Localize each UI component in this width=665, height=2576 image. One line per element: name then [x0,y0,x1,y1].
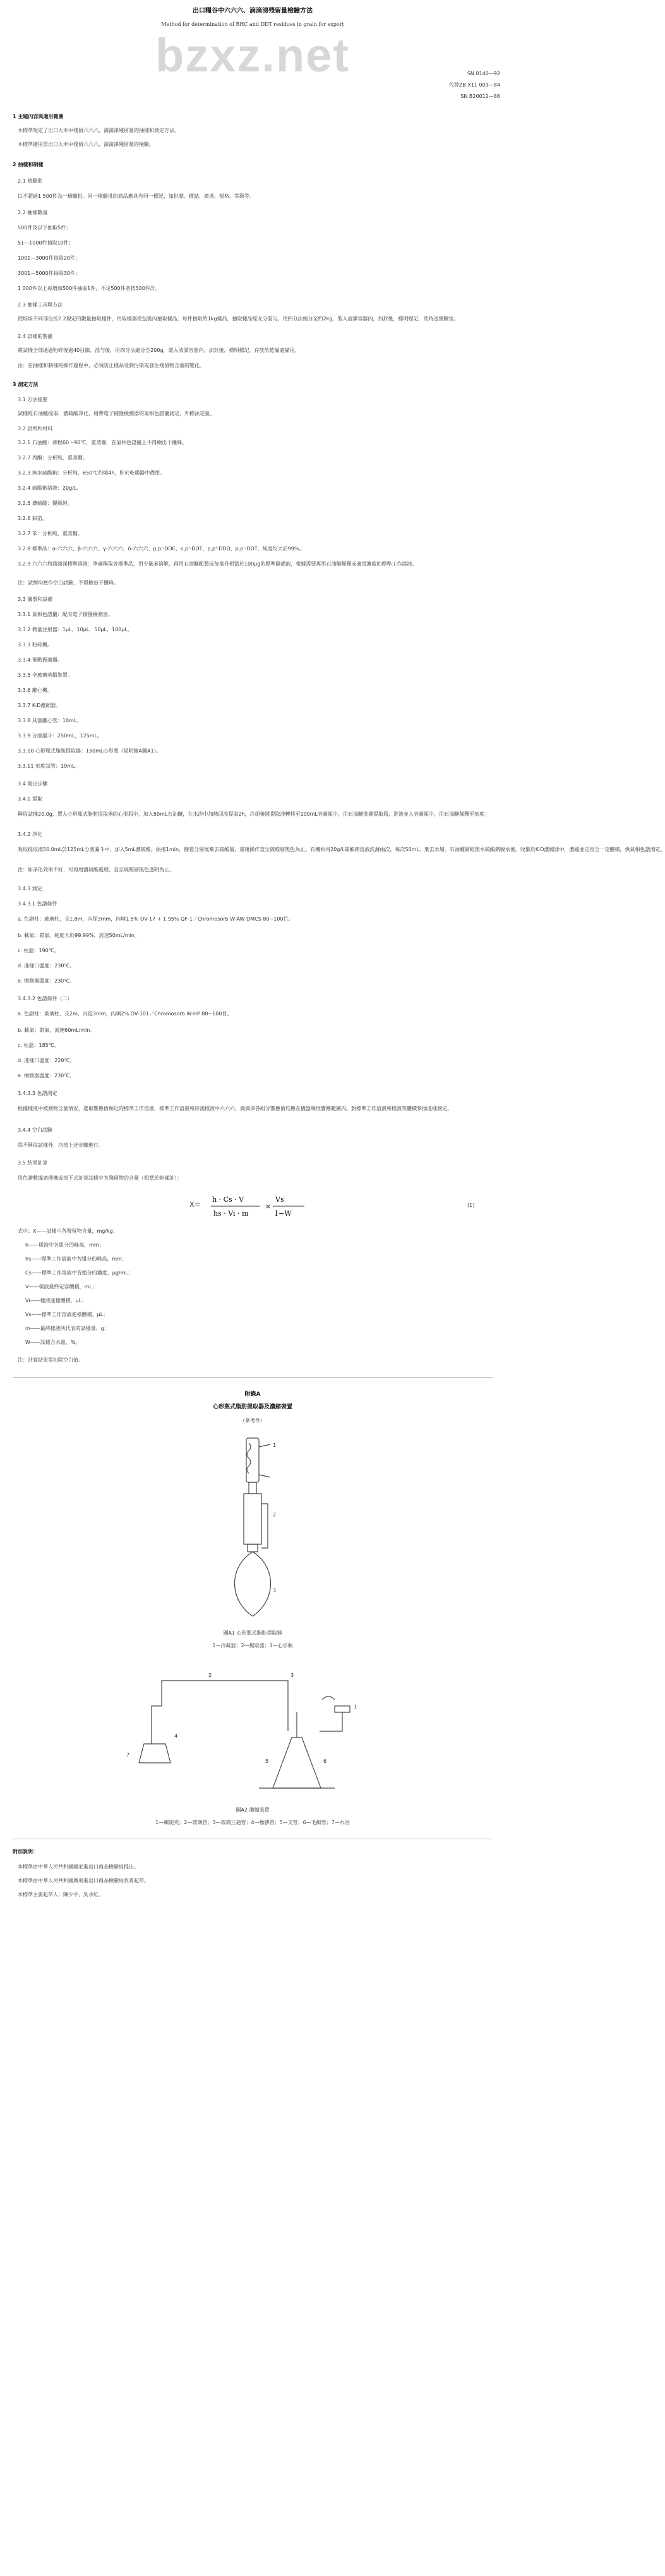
s3-4-3-2-b: b. 載氣：氮氣，流速60mL/min。 [18,1027,95,1033]
additional-title: 附加說明： [13,1849,38,1854]
variable-item: Cs——標準工作溶液中各組分的濃度，μg/mL； [25,1270,133,1276]
s3-2-3: 3.2.3 無水硫酸鈉：分析純，650℃灼燒4h，貯於乾燥器中備用。 [18,470,165,476]
s3-4-3-2-d: d. 進樣口溫度：220℃。 [18,1058,75,1063]
variable-item: hs——標準工作溶液中各組分的峰高，mm； [25,1256,127,1262]
soxhlet-extractor-figure [215,1434,291,1624]
s3-reagent-note: 注：試劑均應作空白試驗，不得檢出干擾峰。 [18,580,119,586]
variable-item: 式中：X——試樣中各殘留物含量，mg/kg； [18,1228,118,1234]
s3-3-6: 3.3.6 離心機。 [18,687,52,693]
variable-item: Vs——標準工作溶液進樣體積，μL； [25,1312,109,1317]
appendix-subtitle: 心形瓶式脂肪提取器及濃縮裝置 [212,1404,292,1410]
section-1-title: 1 主題內容與適用範圍 [13,114,64,119]
svg-text:7: 7 [126,1752,130,1758]
s3-4-1-heading: 3.4.1 提取 [18,796,42,802]
variable-item: V——樣液最終定容體積，mL； [25,1284,97,1290]
doc-code-1: SN 0140—92 [467,71,500,76]
s2-2-heading: 2.2 抽樣數量 [18,210,48,215]
s3-5-note: 注：計算結果需扣除空白值。 [18,1357,83,1363]
s3-1-heading: 3.1 方法提要 [18,397,48,402]
s3-4-heading: 3.4 測定步驟 [18,781,48,787]
appendix-tag: （參考件） [240,1418,265,1424]
svg-text:6: 6 [323,1758,327,1764]
variable-item: Vi——樣液進樣體積，μL； [25,1298,87,1303]
doc-title-cn: 出口糧谷中六六六、滴滴涕殘留量檢驗方法 [193,8,313,15]
s3-5-heading: 3.5 結果計算 [18,1160,48,1166]
s3-3-5: 3.3.5 全玻璃蒸餾裝置。 [18,672,73,678]
svg-text:h · Cs · V: h · Cs · V [212,1195,244,1204]
s3-4-3-1-c: c. 柱溫：190℃。 [18,948,59,953]
s3-3-7: 3.3.7 K-D濃縮器。 [18,703,61,708]
svg-text:1: 1 [354,1704,357,1710]
figure-a2-caption: 圖A2 濃縮裝置 [236,1807,270,1813]
concentration-apparatus-figure [114,1662,392,1801]
s3-2-heading: 3.2 試劑和材料 [18,426,53,432]
s3-3-10: 3.3.10 心形瓶式脂肪提取器：150mL心形瓶（見附錄A圖A1）。 [18,748,162,754]
s3-2-1: 3.2.1 石油醚：沸程60～90℃，重蒸餾，在氣相色譜儀上不得檢出干擾峰。 [18,440,188,445]
section-2-title: 2 抽樣和制樣 [13,162,44,167]
svg-text:3: 3 [291,1672,294,1678]
doc-code-2: 代替ZB X11 003—84 [448,82,500,88]
s3-3-11: 3.3.11 刻度試管：10mL。 [18,763,80,769]
additional-paragraph-3: 本標準主要起草人：陳少平、吳永紅。 [18,1892,104,1897]
s3-2-8: 3.2.8 標準品：α-六六六、β-六六六、γ-六六六、δ-六六六、p,p'-DDE、o,p'-DDT、p,p'-DDD、p,p'-DDT，純度均大於99%。 [18,546,304,552]
s2-3-paragraph: 從堆垛不同部位按2.2規定的數量抽取樣件，用取樣器從包裝內抽取樣品，每件抽取約1kg樣品，抽取樣品經充分混勻，用四分法縮分至約2kg，裝入清潔容器內，加封後，標明標記，及時送實驗室。 [18,316,459,322]
s2-note: 注：在抽樣和制樣的操作過程中，必須防止樣品受到污染或發生殘留物含量的變化。 [18,363,205,368]
s3-4-3-heading: 3.4.3 測定 [18,886,42,892]
s3-4-2-paragraph-2: 注：如凈化效果不好，可再用濃硫酸處理，直至硫酸層無色透明為止。 [18,867,174,873]
doc-title-en: Method for determination of BHC and DDT residues in grain for export [161,21,344,27]
figure-a1-note: 1—冷凝器；2—提取器；3—心形瓶 [212,1643,293,1648]
watermark-text: bzxz.net [155,29,350,82]
s3-4-3-1-a: a. 色譜柱：玻璃柱，長1.8m，內徑3mm，內填1.5% OV-17 + 1.95% QF-1／Chromosorb W-AW DMCS 80~100目。 [18,916,294,922]
s3-2-5: 3.2.5 濃硫酸：優級純。 [18,500,73,506]
s3-4-3-2-a: a. 色譜柱：玻璃柱，長2m，內徑3mm，內填2% OV-101／Chromosorb W-HP 80~100目。 [18,1011,232,1017]
formula-number: (1) [467,1202,475,1208]
sampling-row: 51—1000件抽取10件； [18,240,74,246]
s3-4-3-1-d: d. 進樣口溫度：230℃。 [18,963,75,969]
s3-4-3-1-b: b. 載氣：氮氣，純度大於99.99%，流速50mL/min。 [18,933,140,938]
svg-text:3: 3 [273,1588,277,1593]
s1-paragraph-2: 本標準適用於出口大米中殘留六六六、滴滴涕殘留量的檢驗。 [18,142,154,147]
figure-a2-note: 1—螺旋夾；2—玻璃管；3—玻璃三通管；4—橡膠管；5—支管；6—毛細管；7—水浴 [155,1820,350,1825]
svg-text:2: 2 [208,1672,212,1678]
sampling-row: 500件及以下抽取5件； [18,225,71,231]
svg-text:2: 2 [273,1512,277,1518]
svg-text:5: 5 [265,1758,269,1764]
s3-4-3-3-paragraph: 根據樣液中被測物含量情況，選取響應值相近的標準工作溶液，標準工作溶液和待測樣液中六六六、滴滴涕各組分響應值均應在儀器線性響應範圍內。對標準工作溶液和樣液等體積參插進樣測定。 [18,1106,452,1111]
s3-5-paragraph: 用色譜數據處理機或按下式計算試樣中各殘留物的含量（相當於乾樣計）： [18,1175,182,1181]
svg-text:1: 1 [273,1442,277,1448]
s3-3-heading: 3.3 儀器和設備 [18,596,53,602]
appendix-title: 附錄A [244,1391,261,1398]
formula-left: X＝ [189,1200,201,1209]
doc-code-3: SN B20012—86 [460,94,500,99]
s3-2-4: 3.2.4 硫酸鈉溶液：20g/L。 [18,485,82,491]
sampling-row: 1001—3000件抽取20件； [18,255,80,261]
s2-1-paragraph: 以不超過1 500件為一檢驗批。同一檢驗批的商品應具有同一標記，如批號、標誌、產地、規格、等級等。 [18,193,255,199]
section-3-title: 3 測定方法 [13,382,39,387]
s3-3-1: 3.3.1 氣相色譜儀：配有電子捕獲檢測器。 [18,612,113,617]
s3-4-3-3-heading: 3.4.3.3 色譜測定 [18,1091,57,1096]
s3-4-3-2-e: e. 檢測器溫度：230℃。 [18,1073,75,1079]
s3-4-3-1-e: e. 檢測器溫度：230℃。 [18,978,75,984]
svg-text:Vs: Vs [275,1195,284,1204]
s3-2-7: 3.2.7 苯：分析純，重蒸餾。 [18,531,83,536]
additional-paragraph-1: 本標準由中華人民共和國國家進出口商品檢驗局提出。 [18,1864,139,1870]
svg-text:×: × [265,1202,272,1211]
s3-3-3: 3.3.3 粉碎機。 [18,642,52,648]
s1-paragraph-1: 本標準規定了出口大米中殘留六六六、滴滴涕殘留量的抽樣和測定方法。 [18,128,179,133]
svg-text:1−W: 1−W [274,1209,292,1218]
s3-3-9: 3.3.9 分液漏斗：250mL，125mL。 [18,733,102,739]
additional-paragraph-2: 本標準由中華人民共和國廣東進出口商品檢驗局負責起草。 [18,1878,149,1884]
sampling-row: 3001—5000件抽取30件； [18,270,80,276]
s3-4-2-heading: 3.4.2 凈化 [18,831,42,837]
s2-3-heading: 2.3 抽樣工具與方法 [18,302,63,308]
figure-a1-caption: 圖A1 心形瓶式脂肪提取器 [223,1630,282,1636]
s3-4-1-paragraph: 稱取試樣20.0g，置入心形瓶式脂肪提取器的心形瓶中，加入50mL石油醚，在水浴中加熱回流提取2h，冷卻後將提取液轉移至100mL容量瓶中，用石油醚洗滌提取瓶，洗液並入容量瓶中，用石油醚稀釋至刻度。 [18,811,489,817]
s2-4-heading: 2.4 試樣的製備 [18,334,53,339]
s3-4-4-heading: 3.4.4 空白試驗 [18,1127,52,1133]
s3-3-4: 3.3.4 電動振蕩器。 [18,657,63,663]
s3-3-2: 3.3.2 微量注射器：1μL，10μL，50μL，100μL。 [18,627,133,632]
s3-4-4-paragraph: 除不稱取試樣外，均按上述步驟進行。 [18,1142,104,1148]
s3-4-3-2-c: c. 柱溫：185℃。 [18,1043,59,1048]
s3-4-3-2-heading: 3.4.3.2 色譜條件（二） [18,996,73,1001]
appendix-divider [13,1377,493,1378]
s3-2-9: 3.2.9 六六六和滴滴涕標準溶液：準確稱取各標準品，用少量苯溶解，再用石油醚配製成每毫升相當於100μg的標準儲備液，根據需要再用石油醚稀釋成適當濃度的標準工作溶液。 [18,561,417,567]
s3-2-2: 3.2.2 丙酮：分析純，重蒸餾。 [18,455,88,461]
sampling-row: 1 000件以上每增加500件抽取1件，不足500件者按500件計。 [18,286,160,291]
s3-4-3-1-heading: 3.4.3.1 色譜條件 [18,901,57,907]
s3-4-2-paragraph-1: 吸取提取液50.0mL於125mL分液漏斗中，加入5mL濃硫酸，振搖1min，靜置分層後棄去硫酸層，重複操作直至硫酸層無色為止。有機相用20g/L硫酸鈉溶液洗滌兩次，每次50mL，棄去水層。石油醚層經無水硫酸鈉脫水後，收集於K-D濃縮器中，濃縮並定容至一定體積，供氣相色譜測定。 [18,847,665,852]
s2-4-paragraph: 將試樣全部通過粉碎後過40目篩，混勻後，用四分法縮分至200g，裝入清潔容器內，加封後，標明標記，存放於乾燥處備用。 [18,348,300,353]
variable-item: h——樣液中各組分的峰高，mm； [25,1242,104,1248]
s2-1-heading: 2.1 檢驗批 [18,178,43,184]
svg-text:4: 4 [174,1733,178,1739]
variable-item: m——最終樣液所代表的試樣量，g； [25,1326,109,1331]
s3-1-paragraph: 試樣經石油醚提取，濃硫酸凈化，用帶電子捕獲檢測器的氣相色譜儀測定，外標法定量。 [18,411,215,416]
svg-text:hs · Vi · m: hs · Vi · m [213,1209,249,1218]
variable-item: W——試樣含水量，%。 [25,1339,81,1345]
s3-2-6: 3.2.6 鋁箔。 [18,516,47,521]
s3-3-8: 3.3.8 具塞離心管：10mL。 [18,718,82,723]
formula-fraction-graphic [210,1192,349,1221]
